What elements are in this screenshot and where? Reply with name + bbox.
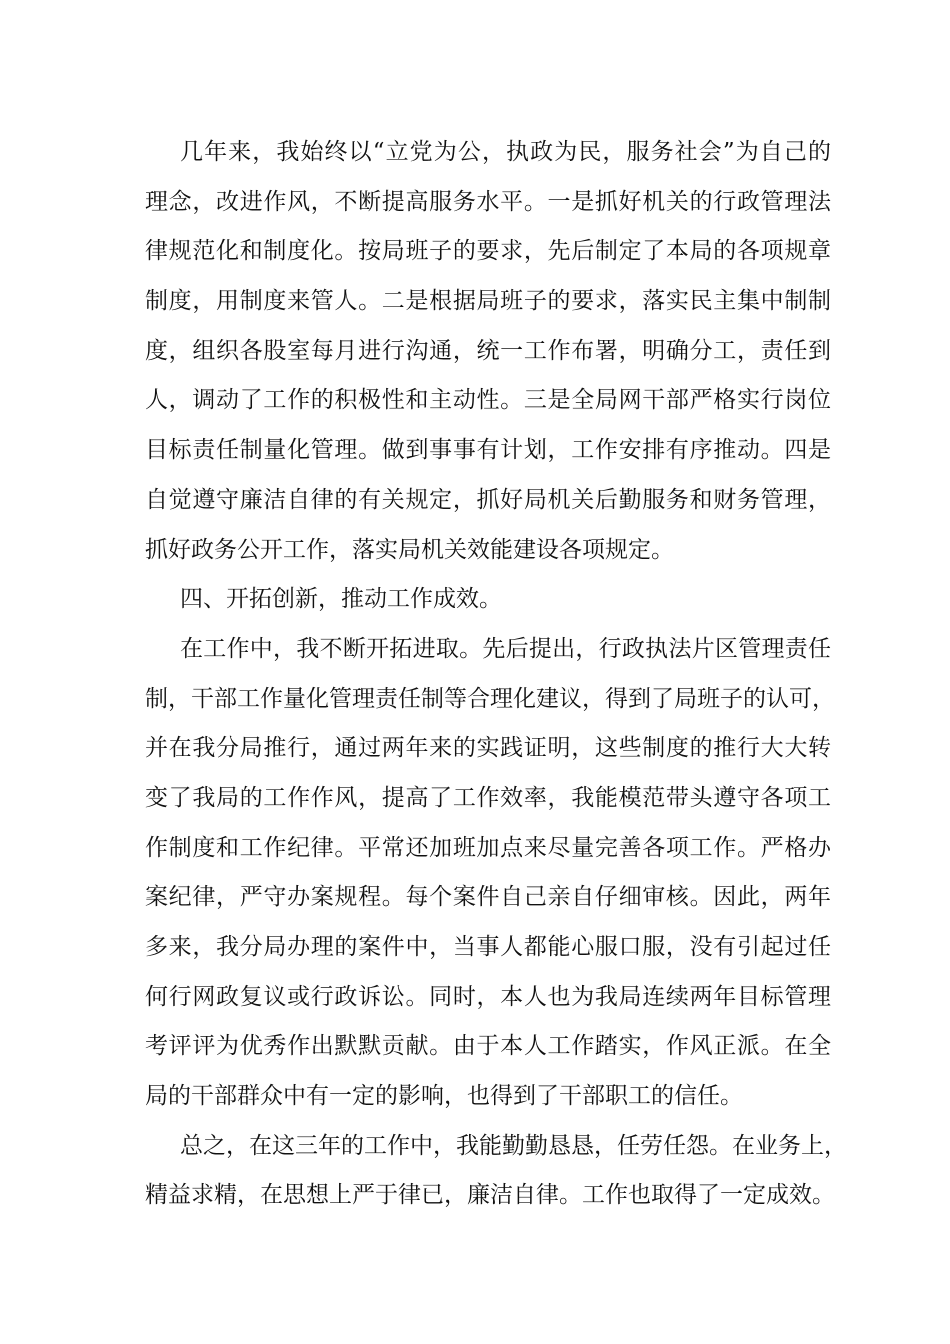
text-line: 理念，改进作风，不断提高服务水平。一是抓好机关的行政管理法 (145, 188, 831, 215)
text-line: 自觉遵守廉洁自律的有关规定，抓好局机关后勤服务和财务管理， (145, 486, 831, 513)
text-line: 制度，用制度来管人。二是根据局班子的要求，落实民主集中制制 (145, 288, 831, 315)
text-line: 案纪律，严守办案规程。每个案件自己亲自仔细审核。因此，两年 (145, 884, 831, 911)
text-line: 考评评为优秀作出默默贡献。由于本人工作踏实，作风正派。在全 (145, 1033, 831, 1060)
text-line: 多来，我分局办理的案件中，当事人都能心服口服，没有引起过任 (145, 934, 831, 960)
text-line: 精益求精，在思想上严于律已，廉洁自律。工作也取得了一定成效。 (145, 1182, 835, 1209)
text-line: 在工作中，我不断开拓进取。先后提出，行政执法片区管理责任 (180, 635, 831, 662)
text-line: 制，干部工作量化管理责任制等合理化建议，得到了局班子的认可， (145, 685, 835, 712)
text-line: 律规范化和制度化。按局班子的要求，先后制定了本局的各项规章 (145, 238, 831, 265)
text-line: 变了我局的工作作风，提高了工作效率，我能模范带头遵守各项工 (145, 784, 831, 811)
text-line: 目标责任制量化管理。做到事事有计划，工作安排有序推动。四是 (145, 437, 831, 464)
text-line: 几年来，我始终以“立党为公，执政为民，服务社会”为自己的 (180, 139, 831, 165)
text-line: 抓好政务公开工作，落实局机关效能建设各项规定。 (145, 536, 674, 563)
section-heading: 四、开拓创新，推动工作成效。 (180, 586, 502, 613)
text-line: 人，调动了工作的积极性和主动性。三是全局网干部严格实行岗位 (145, 387, 831, 414)
document-body (145, 128, 847, 1221)
text-line: 总之，在这三年的工作中，我能勤勤恳恳，任劳任怨。在业务上， (180, 1132, 847, 1159)
text-line: 局的干部群众中有一定的影响，也得到了干部职工的信任。 (145, 1083, 743, 1110)
text-line: 作制度和工作纪律。平常还加班加点来尽量完善各项工作。严格办 (145, 834, 831, 861)
text-line: 何行网政复议或行政诉讼。同时，本人也为我局连续两年目标管理 (145, 983, 831, 1010)
text-line: 度，组织各股室每月进行沟通，统一工作布署，明确分工，责任到 (145, 337, 831, 364)
text-line: 并在我分局推行，通过两年来的实践证明，这些制度的推行大大转 (145, 735, 831, 762)
